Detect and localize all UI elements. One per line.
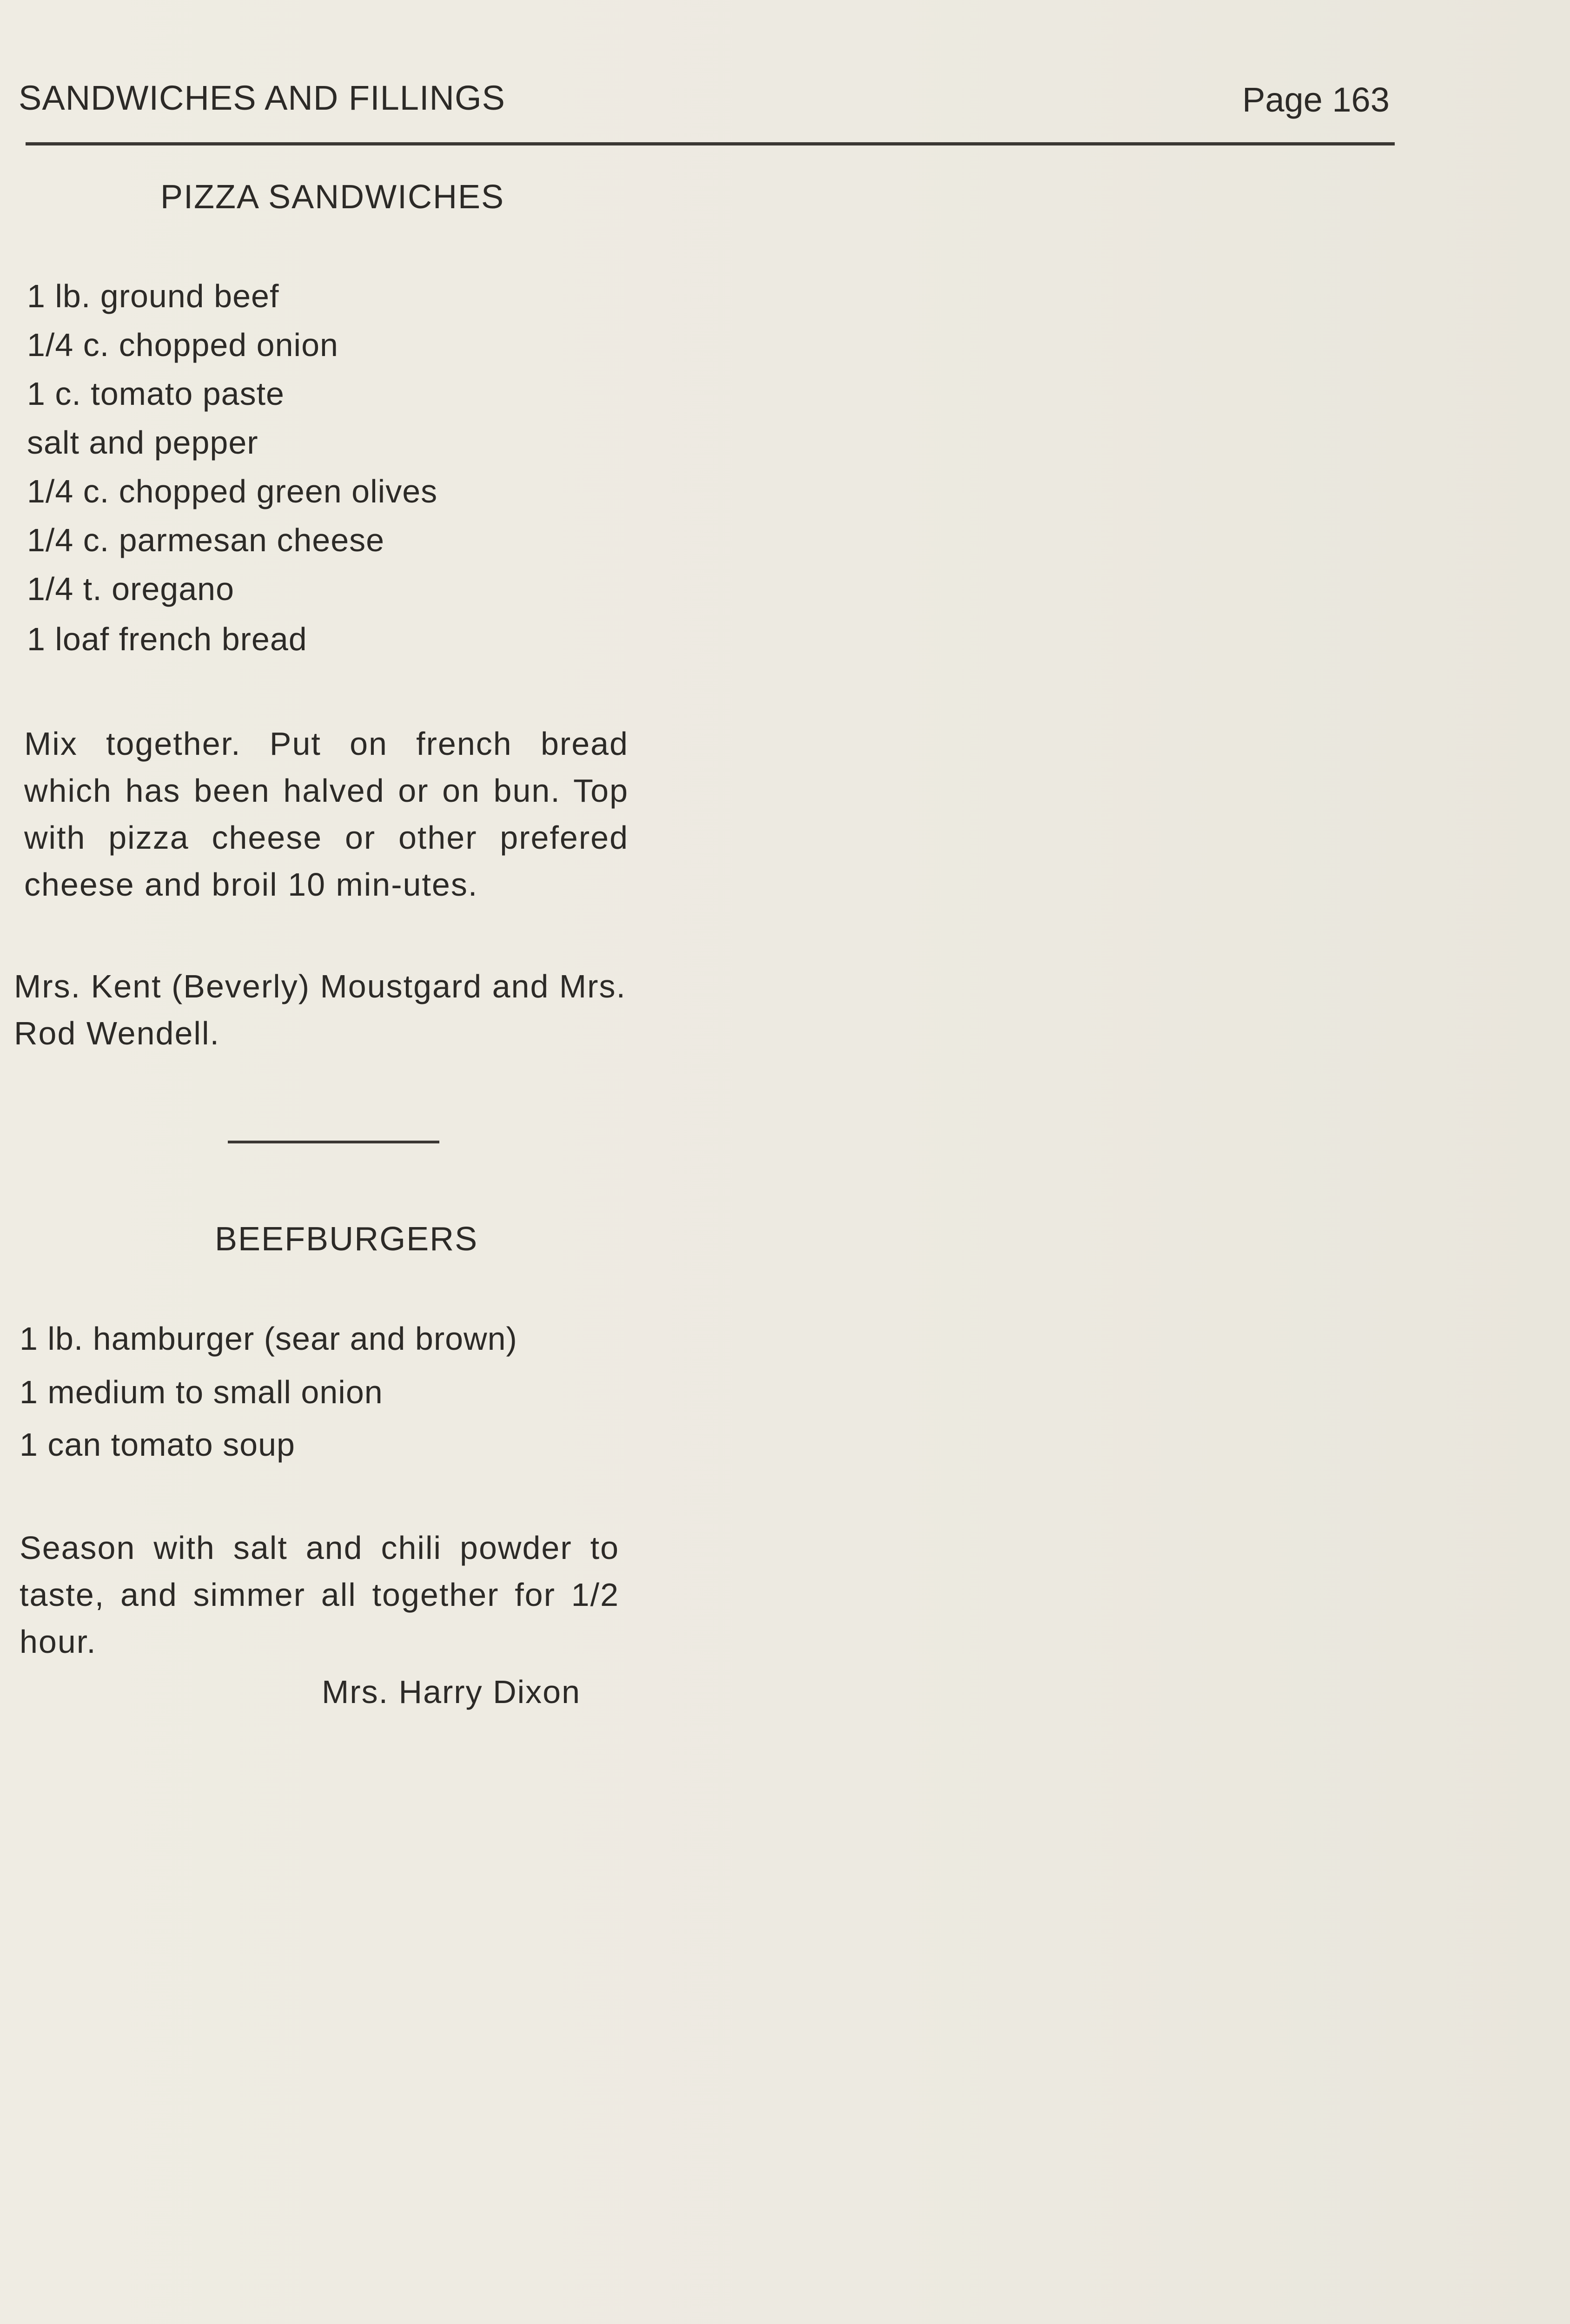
ingredient-item: 1/4 c. parmesan cheese <box>27 522 385 558</box>
ingredient-item: 1/4 c. chopped green olives <box>27 473 438 509</box>
ingredient-item: 1/4 t. oregano <box>27 571 234 607</box>
ingredient-item: 1 loaf french bread <box>27 621 307 657</box>
pizza-attribution: Mrs. Kent (Beverly) Moustgard and Mrs. Rod Wendell. <box>14 968 626 1051</box>
beefburgers-attribution: Mrs. Harry Dixon <box>322 1674 581 1710</box>
pizza-recipe-title: PIZZA SANDWICHES <box>160 178 505 216</box>
section-header: SANDWICHES AND FILLINGS <box>19 79 505 117</box>
ingredient-item: 1 medium to small onion <box>20 1374 383 1410</box>
ingredient-item: 1 lb. hamburger (sear and brown) <box>20 1320 517 1357</box>
page-number: Page 163 <box>1242 80 1390 119</box>
ingredient-item: 1 can tomato soup <box>20 1426 295 1463</box>
ingredient-item: 1 c. tomato paste <box>27 376 285 412</box>
header-rule <box>26 142 1395 145</box>
ingredient-item: 1 lb. ground beef <box>27 278 279 314</box>
beefburgers-recipe-title: BEEFBURGERS <box>215 1221 478 1258</box>
ingredient-item: 1/4 c. chopped onion <box>27 327 338 363</box>
beefburgers-directions: Season with salt and chili powder to taste, and simmer all together for 1/2 hour. <box>20 1530 619 1660</box>
pizza-directions: Mix together. Put on french bread which has been halved or on bun. Top with pizza cheese or other prefered cheese and broil 10 min-utes. <box>24 726 629 903</box>
ingredient-item: salt and pepper <box>27 424 258 461</box>
recipe-divider <box>228 1141 439 1143</box>
